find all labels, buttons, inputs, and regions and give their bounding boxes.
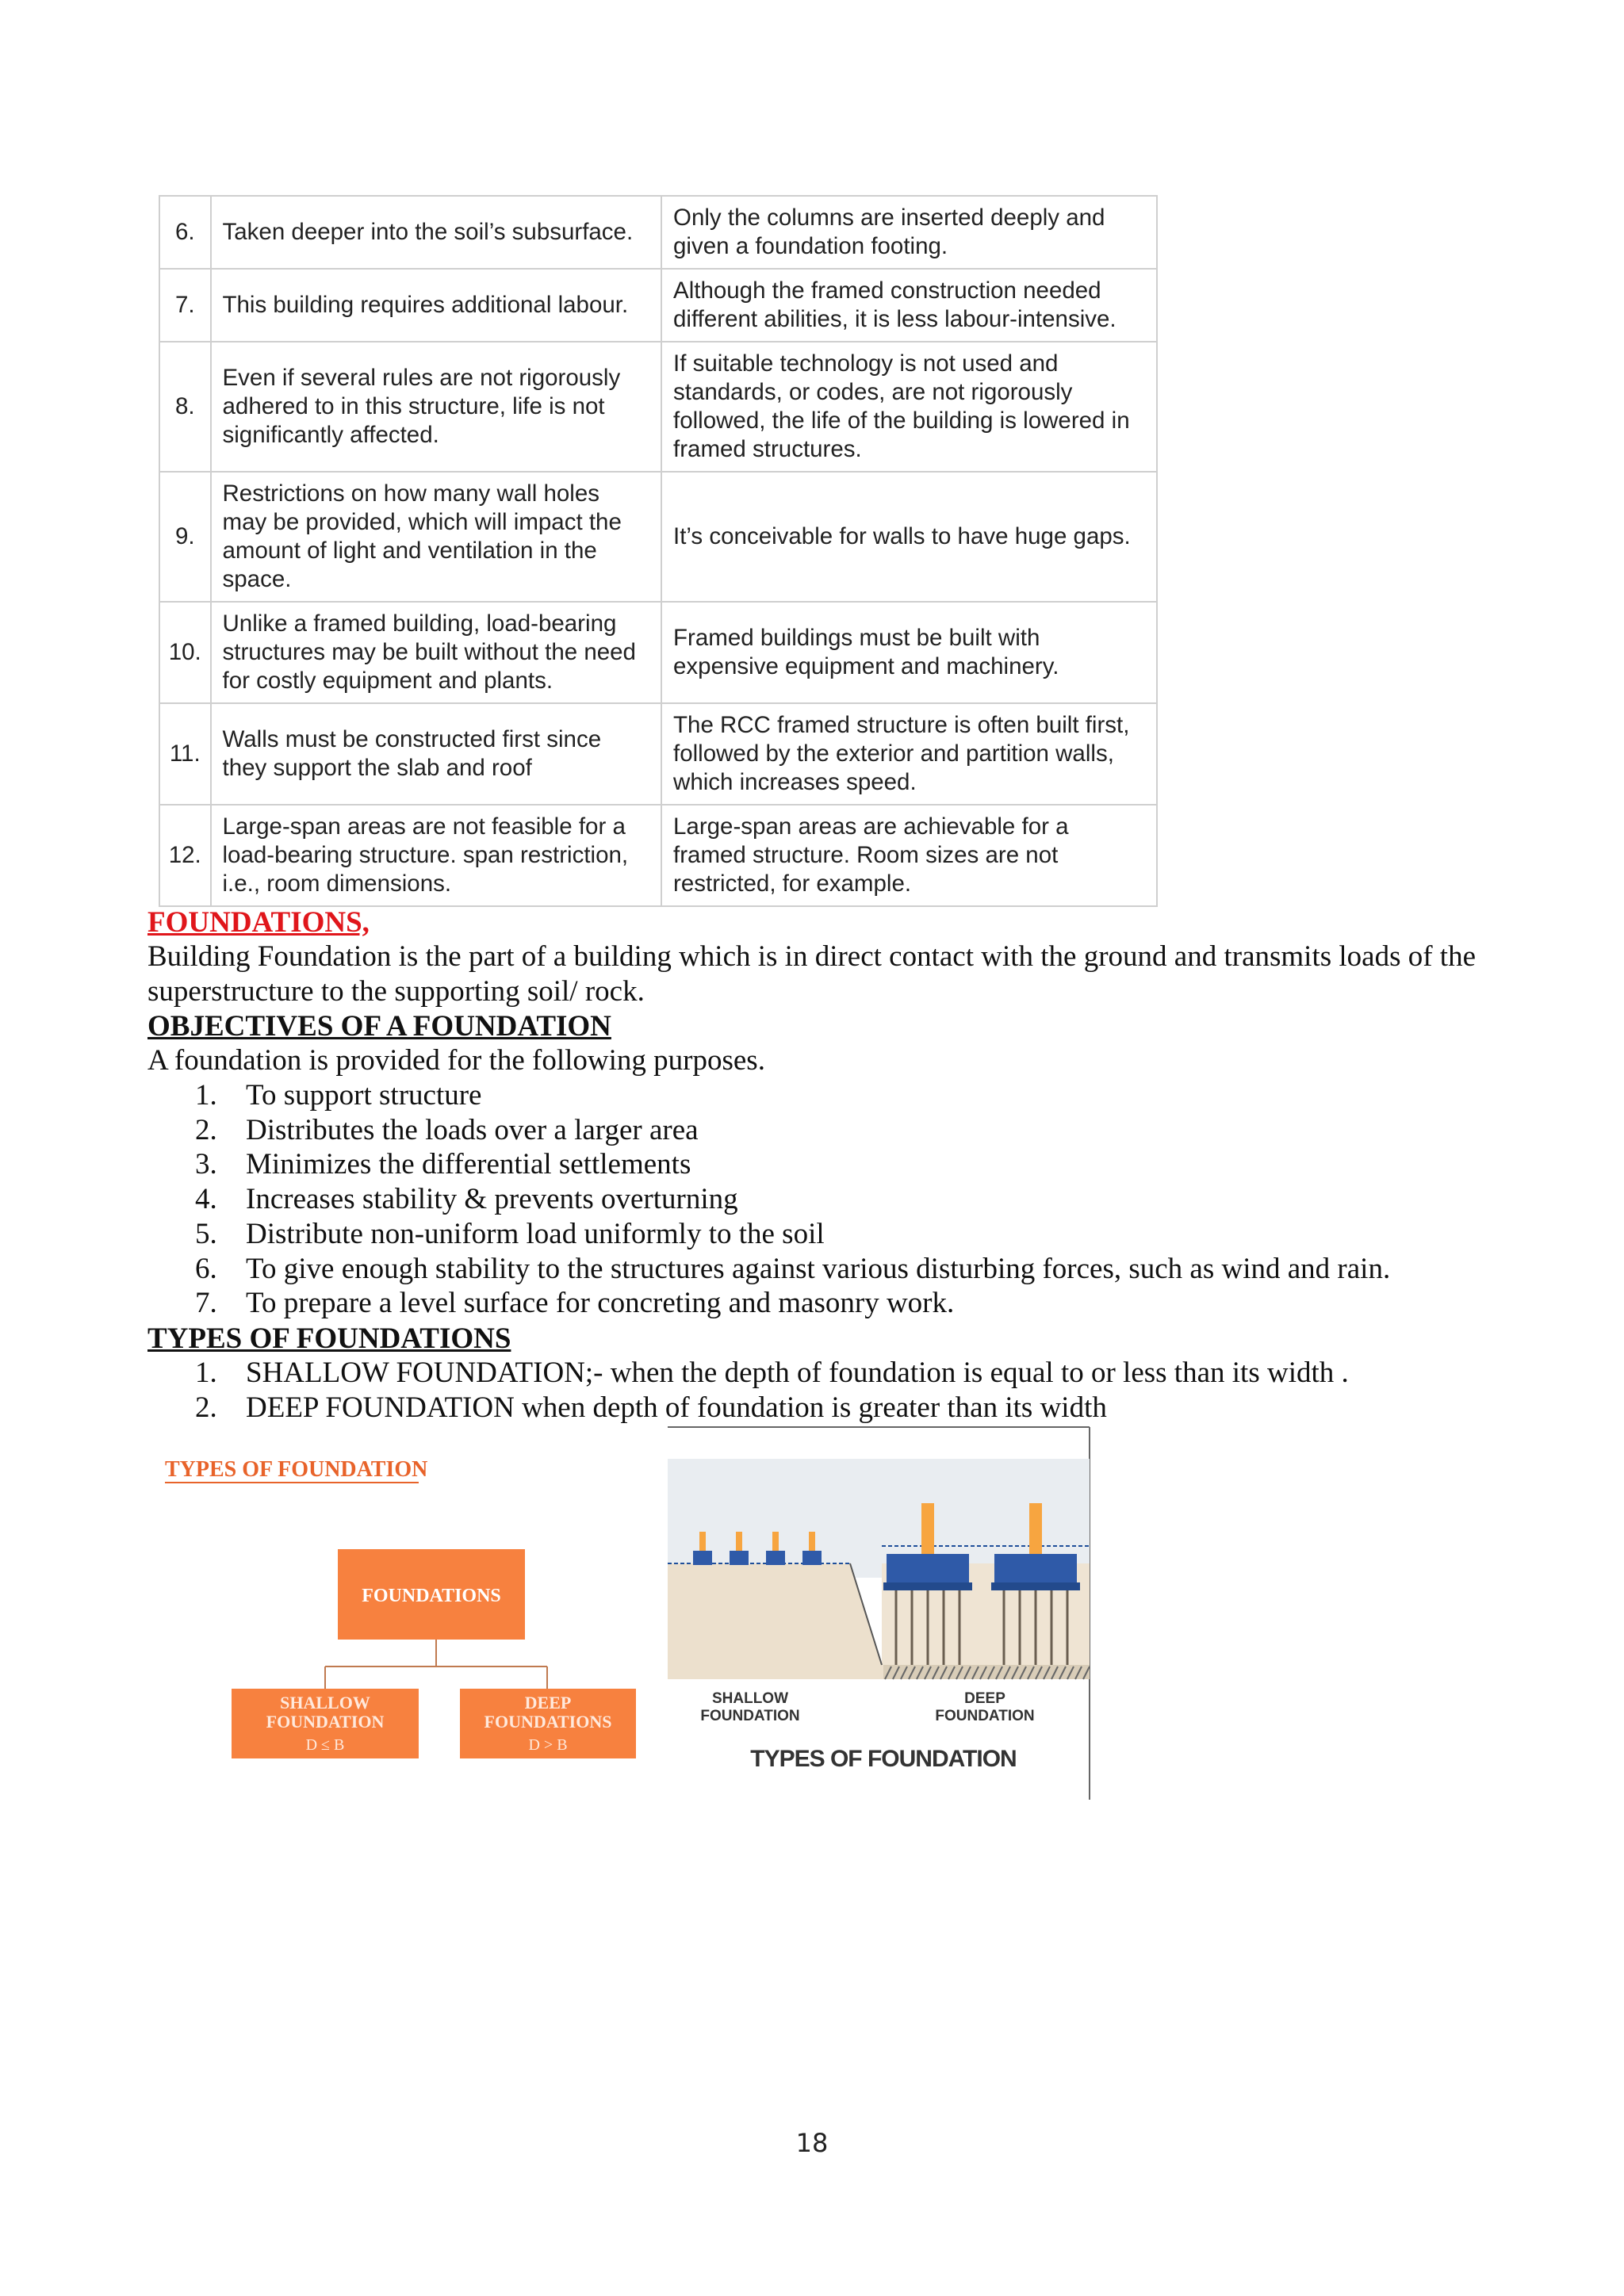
list-text: SHALLOW FOUNDATION;- when the depth of foundation is equal to or less than its width .	[246, 1357, 1349, 1389]
framed-cell: Only the columns are inserted deeply and given a foundation footing.	[661, 196, 1157, 269]
types-heading: TYPES OF FOUNDATIONS	[147, 1322, 511, 1355]
framed-cell: Framed buildings must be built with expensive equipment and machinery.	[661, 602, 1157, 703]
row-number: 12.	[159, 805, 211, 906]
foundation-illustration	[668, 1427, 1091, 1800]
list-number: 2.	[195, 1391, 217, 1424]
objectives-intro: A foundation is provided for the following purposes.	[147, 1044, 765, 1077]
list-number: 3.	[195, 1148, 217, 1181]
row-number: 6.	[159, 196, 211, 269]
foundations-box-label: FOUNDATIONS	[362, 1586, 501, 1606]
comparison-table	[159, 195, 1158, 907]
framed-cell: The RCC framed structure is often built first, followed by the exterior and partition walls, which increases speed.	[661, 703, 1157, 805]
framed-cell: Although the framed construction needed different abilities, it is less labour-intensive.	[661, 269, 1157, 342]
row-number: 10.	[159, 602, 211, 703]
load-bearing-cell: Large-span areas are not feasible for a load-bearing structure. span restriction, i.e., room dimensions.	[211, 805, 662, 906]
foundations-heading: FOUNDATIONS,	[147, 906, 370, 939]
list-number: 1.	[195, 1079, 217, 1112]
list-item	[0, 1356, 1349, 1391]
deep-box-line2: FOUNDATIONS	[484, 1712, 612, 1732]
list-text: To give enough stability to the structures against various disturbing forces, such as wind and rain.	[246, 1252, 1391, 1285]
list-number: 1.	[195, 1357, 217, 1389]
illustration-caption: TYPES OF FOUNDATION	[750, 1746, 1017, 1772]
page-number: 18	[795, 2128, 829, 2158]
foundation-hierarchy-boxes	[159, 1449, 666, 1782]
list-item	[0, 1286, 1390, 1321]
shallow-footing	[802, 1551, 822, 1565]
table-row	[159, 805, 1157, 906]
pile-cap	[887, 1554, 969, 1584]
table-row	[159, 196, 1157, 269]
pile-cap-base	[883, 1582, 972, 1590]
objectives-list	[0, 1078, 1390, 1321]
figure-title: TYPES OF FOUNDATION	[165, 1457, 428, 1482]
framed-cell: It’s conceivable for walls to have huge gaps.	[661, 472, 1157, 602]
list-text: DEEP FOUNDATION when depth of foundation is greater than its width	[246, 1391, 1107, 1424]
list-item	[0, 1252, 1390, 1287]
list-item	[0, 1113, 1390, 1148]
foundation-definition: Building Foundation is the part of a building which is in direct contact with the ground and transmits loads of the superstructure to the supporting soil/ rock.	[147, 940, 1477, 1008]
table-row	[159, 342, 1157, 472]
table-row	[159, 602, 1157, 703]
row-number: 8.	[159, 342, 211, 472]
list-text: To prepare a level surface for concreting and masonry work.	[246, 1287, 955, 1320]
deep-column	[921, 1503, 934, 1554]
row-number: 9.	[159, 472, 211, 602]
list-text: Minimizes the differential settlements	[246, 1148, 691, 1181]
shallow-footing	[730, 1551, 749, 1565]
row-number: 7.	[159, 269, 211, 342]
list-item	[0, 1217, 1390, 1252]
shallow-box-line2: FOUNDATION	[266, 1712, 385, 1732]
deep-box-rule: D > B	[528, 1736, 568, 1754]
shallow-label-line1: SHALLOW	[711, 1690, 789, 1707]
load-bearing-cell: Even if several rules are not rigorously adhered to in this structure, life is not significantly affected.	[211, 342, 662, 472]
list-item	[0, 1182, 1390, 1217]
list-item	[0, 1147, 1390, 1182]
deep-label-line2: FOUNDATION	[935, 1708, 1035, 1724]
load-bearing-cell: Restrictions on how many wall holes may be provided, which will impact the amount of light and ventilation in the space.	[211, 472, 662, 602]
pile-cap-base	[991, 1582, 1080, 1590]
list-number: 5.	[195, 1217, 217, 1250]
list-number: 7.	[195, 1287, 217, 1320]
deep-box-line1: DEEP	[524, 1693, 572, 1712]
deep-label-line1: DEEP	[964, 1690, 1005, 1707]
framed-cell: If suitable technology is not used and standards, or codes, are not rigorously followed, the life of the building is lowered in framed structures.	[661, 342, 1157, 472]
table-row	[159, 472, 1157, 602]
load-bearing-cell: This building requires additional labour.	[211, 269, 662, 342]
row-number: 11.	[159, 703, 211, 805]
list-text: Distribute non-uniform load uniformly to the soil	[246, 1217, 825, 1250]
load-bearing-cell: Taken deeper into the soil’s subsurface.	[211, 196, 662, 269]
shallow-footing	[766, 1551, 785, 1565]
list-item	[0, 1391, 1349, 1425]
list-number: 2.	[195, 1113, 217, 1146]
shallow-label-line2: FOUNDATION	[700, 1708, 800, 1724]
types-list	[0, 1356, 1349, 1425]
shallow-box-rule: D ≤ B	[305, 1736, 345, 1754]
list-number: 6.	[195, 1252, 217, 1285]
list-item	[0, 1078, 1390, 1113]
deep-column	[1029, 1503, 1042, 1554]
load-bearing-cell: Unlike a framed building, load-bearing structures may be built without the need for costly equipment and plants.	[211, 602, 662, 703]
list-text: To support structure	[246, 1079, 482, 1112]
pile-cap	[994, 1554, 1077, 1584]
table-row	[159, 703, 1157, 805]
framed-cell: Large-span areas are achievable for a framed structure. Room sizes are not restricted, for example.	[661, 805, 1157, 906]
shallow-footing	[693, 1551, 712, 1565]
list-text: Distributes the loads over a larger area	[246, 1113, 699, 1146]
load-bearing-cell: Walls must be constructed first since they support the slab and roof	[211, 703, 662, 805]
list-number: 4.	[195, 1183, 217, 1216]
table-row	[159, 269, 1157, 342]
objectives-heading: OBJECTIVES OF A FOUNDATION	[147, 1010, 611, 1043]
shallow-box-line1: SHALLOW	[280, 1693, 370, 1712]
list-text: Increases stability & prevents overturning	[246, 1183, 738, 1216]
